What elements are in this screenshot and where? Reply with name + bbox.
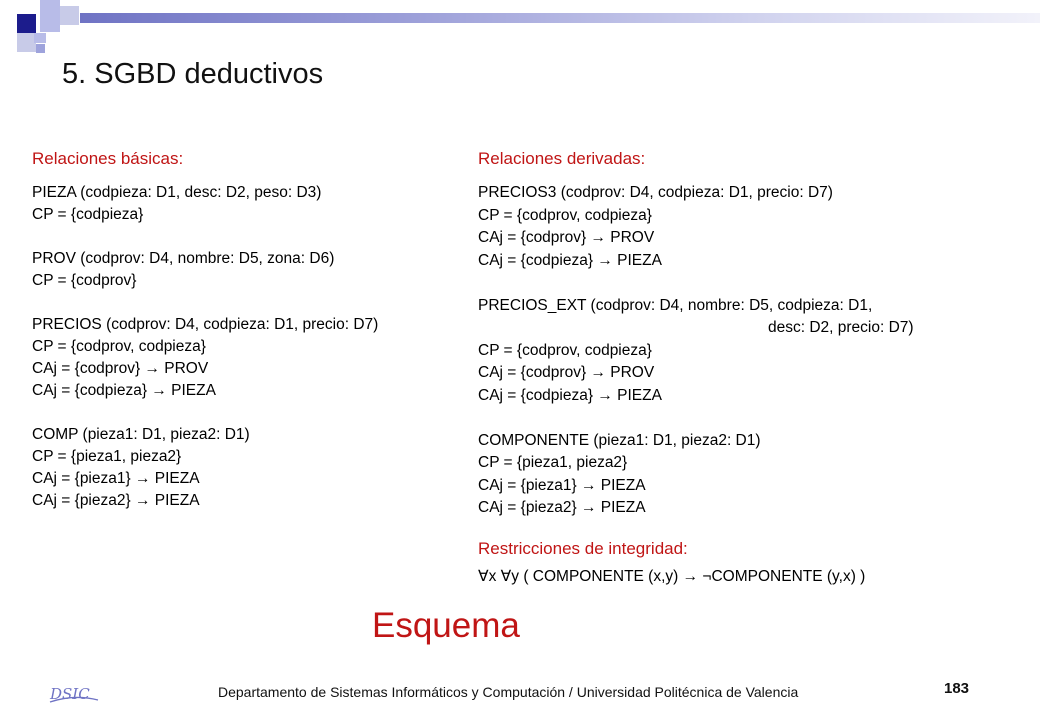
basic-relations-column: [32, 148, 378, 512]
schema-line: CP = {codprov, codpieza}: [478, 341, 652, 359]
basic-relations-heading: Relaciones básicas:: [32, 149, 184, 168]
schema-line: CP = {codprov}: [32, 272, 137, 289]
schema-line: CAj = {pieza1} → PIEZA: [478, 476, 646, 494]
schema-line: CAj = {codpieza} → PIEZA: [32, 382, 216, 399]
footer-text: Departamento de Sistemas Informáticos y Computación / Universidad Politécnica de Valencia: [218, 684, 799, 700]
schema-line: CP = {codpieza}: [32, 206, 144, 223]
derived-relations-column: [478, 148, 914, 588]
deco-square: [17, 14, 36, 33]
schema-line: CP = {pieza1, pieza2}: [32, 448, 182, 465]
blank-line: [478, 407, 914, 430]
deco-square: [36, 44, 45, 53]
schema-line: desc: D2, precio: D7): [768, 319, 914, 336]
blank-line: [478, 272, 914, 295]
schema-line: PRECIOS (codprov: D4, codpieza: D1, precio: D7): [32, 316, 379, 333]
schema-line: CAj = {codpieza} → PIEZA: [478, 386, 662, 404]
page-number: 183: [944, 680, 970, 697]
schema-line: CAj = {pieza2} → PIEZA: [478, 499, 646, 516]
dsic-logo: [48, 680, 100, 706]
schema-line: COMP (pieza1: D1, pieza2: D1): [32, 426, 250, 443]
schema-line: CAj = {pieza1} → PIEZA: [32, 470, 200, 487]
schema-line: COMPONENTE (pieza1: D1, pieza2: D1): [478, 431, 761, 449]
schema-line: CP = {codprov, codpieza}: [32, 338, 206, 355]
header-rule: [80, 13, 1040, 23]
derived-relations-heading: Relaciones derivadas:: [478, 149, 646, 168]
schema-line: CAj = {codprov} → PROV: [478, 364, 655, 381]
blank-line: [32, 226, 378, 248]
deco-square: [34, 33, 46, 43]
schema-line: CP = {pieza1, pieza2}: [478, 454, 628, 471]
schema-line: CAj = {pieza2} → PIEZA: [32, 492, 200, 509]
schema-line: CAj = {codprov} → PROV: [32, 360, 209, 377]
schema-line: CAj = {codpieza} → PIEZA: [478, 251, 662, 269]
schema-line: PIEZA (codpieza: D1, desc: D2, peso: D3): [32, 184, 322, 201]
deco-square: [60, 6, 79, 25]
integrity-heading: Restricciones de integridad:: [478, 538, 688, 558]
blank-line: [32, 292, 378, 314]
slide-title: 5. SGBD deductivos: [62, 58, 324, 90]
svg-text:DSIC: DSIC: [50, 685, 90, 703]
blank-line: [32, 402, 378, 424]
schema-line: PROV (codprov: D4, nombre: D5, zona: D6): [32, 250, 335, 267]
esquema-label: Esquema: [372, 606, 520, 645]
schema-line: PRECIOS_EXT (codprov: D4, nombre: D5, codpieza: D1,: [478, 296, 873, 314]
schema-line: CP = {codprov, codpieza}: [478, 206, 652, 224]
integrity-rule: ∀x ∀y ( COMPONENTE (x,y) → ¬COMPONENTE (y,x) ): [478, 567, 866, 585]
deco-square: [40, 0, 60, 32]
schema-line: PRECIOS3 (codprov: D4, codpieza: D1, precio: D7): [478, 184, 833, 201]
schema-line: CAj = {codprov} → PROV: [478, 229, 655, 246]
